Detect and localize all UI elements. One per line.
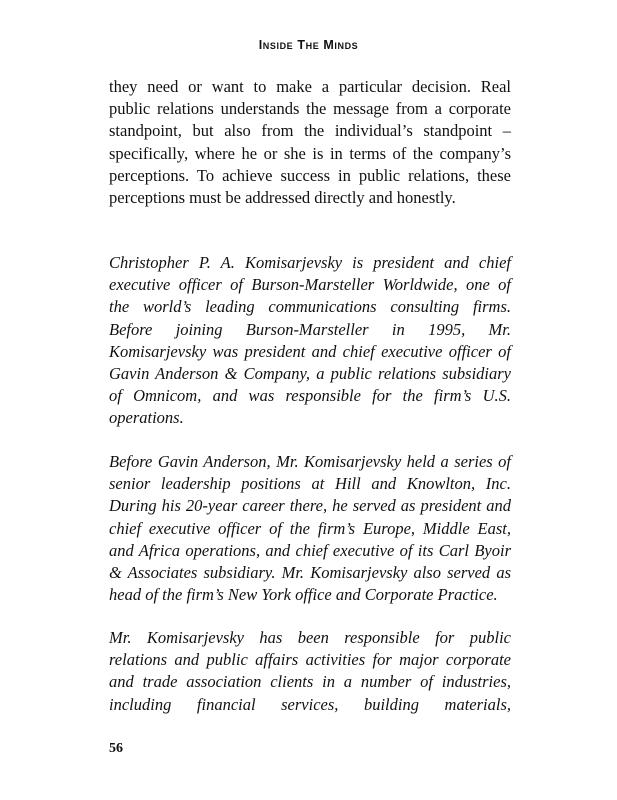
page-number: 56 [109, 741, 123, 756]
text-line: the world’s leading communications consulting firms. [109, 297, 511, 317]
text-line: and Africa operations, and chief executive of its Carl Byoir [109, 540, 511, 560]
text-line: senior leadership positions at Hill and Knowlton, Inc. [109, 474, 511, 494]
bio-paragraph-1 [109, 252, 511, 430]
text-line: and trade association clients in a number of industries, [109, 672, 511, 692]
text-line: head of the firm’s New York office and Corporate Practice. [109, 585, 498, 605]
text-line: standpoint, but also from the individual’s standpoint – [109, 121, 511, 141]
text-line: including financial services, building materials, [109, 694, 511, 714]
text-line: operations. [109, 408, 184, 428]
bio-paragraph-3 [109, 627, 511, 716]
text-line: specifically, where he or she is in terms of the company’s [109, 143, 511, 163]
body-paragraph-closing [109, 76, 511, 209]
text-line: Gavin Anderson & Company, a public relations subsidiary [109, 364, 511, 384]
text-line: & Associates subsidiary. Mr. Komisarjevsky also served as [109, 563, 511, 583]
text-line: perceptions. To achieve success in public relations, these [109, 165, 511, 185]
text-line: of Omnicom, and was responsible for the firm’s U.S. [109, 386, 511, 406]
text-line: Mr. Komisarjevsky has been responsible for public [109, 628, 511, 647]
bio-paragraph-2 [109, 451, 511, 606]
text-line: executive officer of Burson-Marsteller Worldwide, one of [109, 275, 511, 295]
text-line: public relations understands the message from a corporate [109, 99, 511, 119]
text-line: chief executive officer of the firm’s Europe, Middle East, [109, 518, 511, 538]
text-line: Before Gavin Anderson, Mr. Komisarjevsky held a series of [109, 452, 511, 471]
text-line: During his 20-year career there, he served as president and [109, 496, 511, 516]
running-head: Inside The Minds [258, 38, 359, 52]
text-line: they need or want to make a particular decision. Real [109, 77, 511, 96]
text-line: Komisarjevsky was president and chief executive officer of [109, 341, 511, 361]
text-line: Before joining Burson-Marsteller in 1995, Mr. [109, 319, 511, 339]
text-line: Christopher P. A. Komisarjevsky is president and chief [109, 253, 511, 272]
text-line: relations and public affairs activities for major corporate [109, 650, 511, 670]
text-line: perceptions must be addressed directly and honestly. [109, 188, 456, 208]
